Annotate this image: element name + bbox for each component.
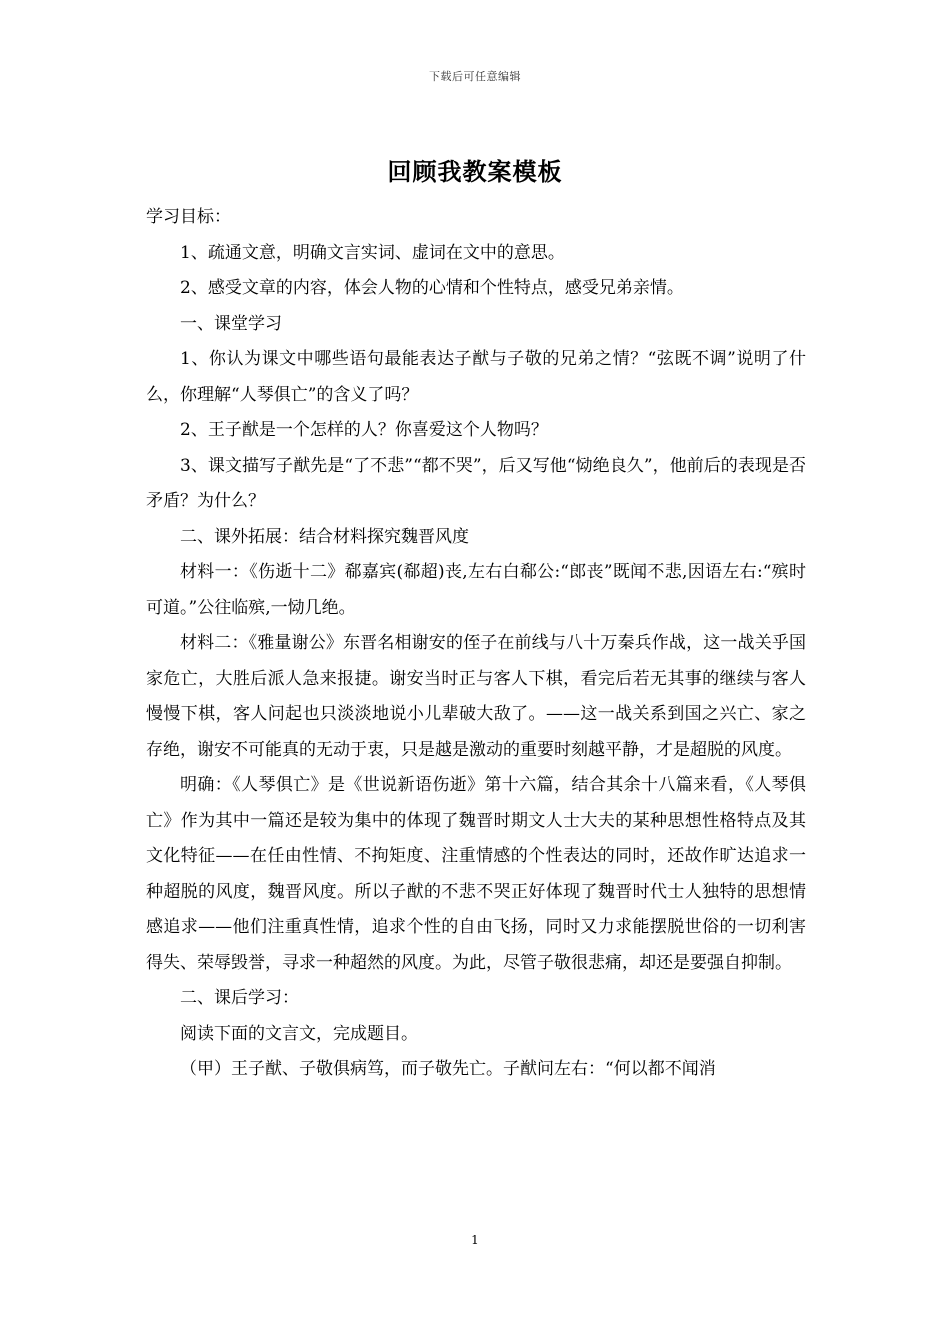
body-paragraph: 阅读下面的文言文，完成题目。 xyxy=(180,1023,418,1044)
body-paragraph: 二、课外拓展：结合材料探究魏晋风度 xyxy=(180,526,469,547)
body-paragraph: 二、课后学习： xyxy=(180,988,299,1008)
document-body xyxy=(146,200,806,1088)
body-paragraph: 明确：《人琴俱亡》是《世说新语伤逝》第十六篇，结合其余十八篇来看，《人琴俱亡》作为其中一篇还是较为集中的体现了魏晋时期文人士大夫的某种思想性格特点及其文化特征——在任由性情、不拘矩度、注重情感的个性表达的同时，还故作旷达追求一种超脱的风度，魏晋风度。所以子猷的不悲不哭正好体现了魏晋时代士人独特的思想情感追求——他们注重真性情，追求个性的自由飞扬，同时又力求能摆脱世俗的一切利害得失、荣辱毁誉，寻求一种超然的风度。为此，尽管子敬很悲痛，却还是要强自抑制。 xyxy=(146,775,806,973)
page-number: 1 xyxy=(471,1233,479,1247)
body-paragraph: 一、课堂学习 xyxy=(180,313,282,334)
body-paragraph: 材料二：《雅量谢公》东晋名相谢安的侄子在前线与八十万秦兵作战，这一战关乎国家危亡，大胜后派人急来报捷。谢安当时正与客人下棋，看完后若无其事的继续与客人慢慢下棋，客人问起也只淡淡地说小儿辈破大敌了。——这一战关系到国之兴亡、家之存绝，谢安不可能真的无动于衷，只是越是激动的重要时刻越平静，才是超脱的风度。 xyxy=(146,633,806,760)
body-paragraph: 材料一：《伤逝十二》郗嘉宾(郗超)丧,左右白郗公:“郎丧”既闻不悲,因语左右:“殡时可道。”公往临殡,一恸几绝。 xyxy=(146,562,806,618)
header-note: 下载后可任意编辑 xyxy=(429,70,521,83)
body-paragraph: 2、王子猷是一个怎样的人？你喜爱这个人物吗？ xyxy=(180,420,548,440)
body-paragraph: 1、疏通文意，明确文言实词、虚词在文中的意思。 xyxy=(180,242,565,263)
body-paragraph: 1、你认为课文中哪些语句最能表达子猷与子敬的兄弟之情？“弦既不调”说明了什么，你理解“人琴俱亡”的含义了吗？ xyxy=(146,349,806,405)
body-paragraph: 3、课文描写子猷先是“了不悲”“都不哭”，后又写他“恸绝良久”，他前后的表现是否矛盾？为什么？ xyxy=(146,455,806,511)
document-title: 回顾我教案模板 xyxy=(387,158,563,186)
body-paragraph: （甲）王子猷、子敬俱病笃，而子敬先亡。子猷问左右：“何以都不闻消 xyxy=(180,1059,716,1079)
body-paragraph: 2、感受文章的内容，体会人物的心情和个性特点，感受兄弟亲情。 xyxy=(180,278,684,298)
body-paragraph: 学习目标： xyxy=(146,207,231,227)
